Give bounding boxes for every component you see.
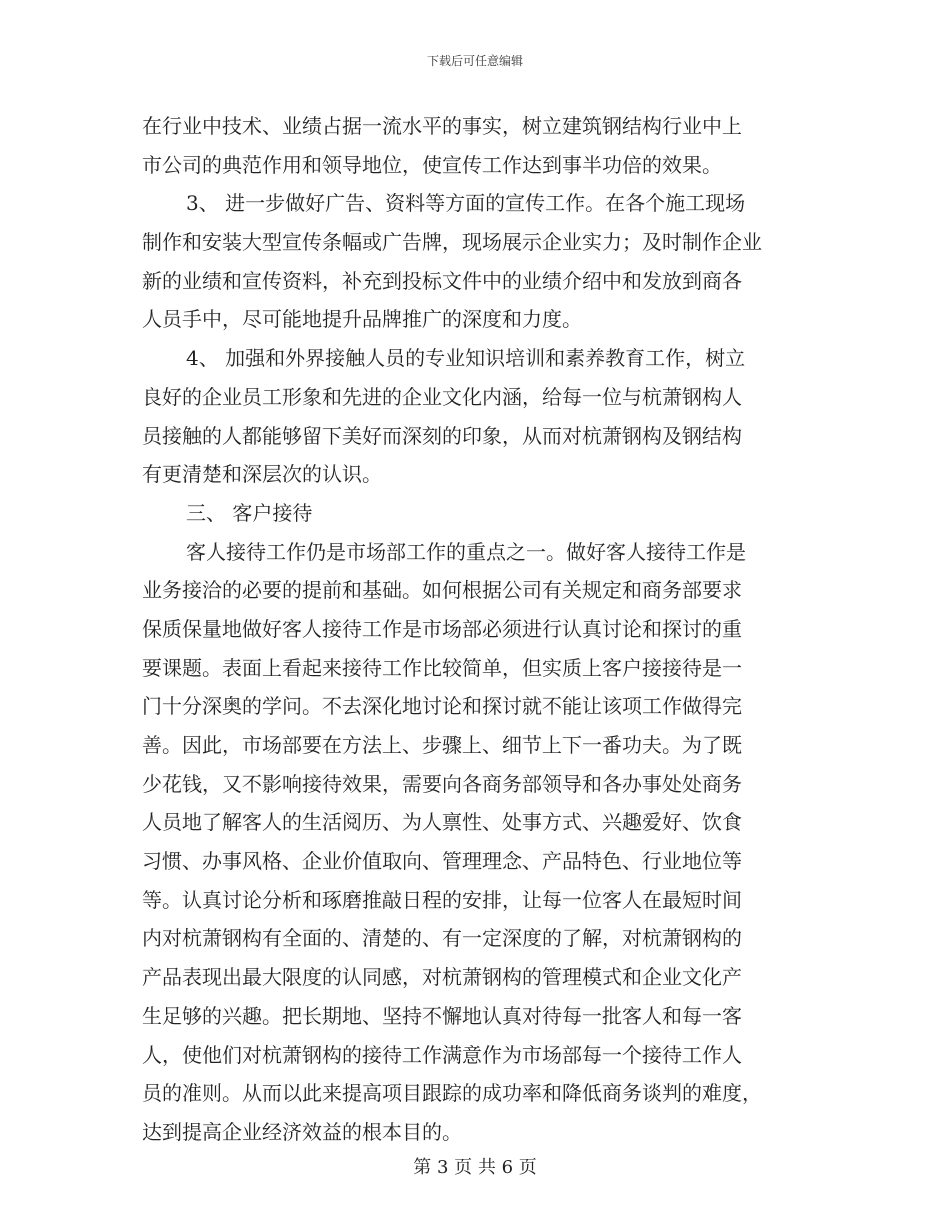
- text-line-1: 在行业中技术、业绩占据一流水平的事实，树立建筑钢结构行业中上: [142, 114, 742, 138]
- text-line-24: 生足够的兴趣。把长期地、坚持不懈地认真对待每一批客人和每一客: [142, 1003, 742, 1028]
- text-line-25: 人，使他们对杭萧钢构的接待工作满意作为市场部每一个接待工作人: [142, 1042, 742, 1067]
- paragraph-start: 客人接待工作仍是市场部工作的重点之一。做好客人接待工作是: [186, 539, 746, 564]
- text-line-22: 内对杭萧钢构有全面的、清楚的、有一定深度的了解，对杭萧钢构的: [142, 926, 742, 951]
- page-number: 第 3 页 共 6 页: [413, 1157, 537, 1178]
- text-line-6: 人员手中，尽可能地提升品牌推广的深度和力度。: [142, 307, 582, 332]
- text-line-23: 产品表现出最大限度的认同感，对杭萧钢构的管理模式和企业文化产: [142, 965, 742, 990]
- text-line-18: 少花钱，又不影响接待效果，需要向各商务部领导和各办事处处商务: [142, 771, 742, 796]
- text-line-9: 员接触的人都能够留下美好而深刻的印象，从而对杭萧钢构及钢结构: [142, 423, 742, 448]
- section-heading: 三、 客户接待: [186, 500, 313, 525]
- text-line-4: 制作和安装大型宣传条幅或广告牌，现场展示企业实力；及时制作企业: [142, 230, 762, 255]
- text-line-27: 达到提高企业经济效益的根本目的。: [142, 1119, 462, 1144]
- text-line-13: 业务接洽的必要的提前和基础。如何根据公司有关规定和商务部要求: [142, 578, 742, 603]
- text-line-21: 等。认真讨论分析和琢磨推敲日程的安排，让每一位客人在最短时间: [142, 887, 742, 912]
- text-line-17: 善。因此，市场部要在方法上、步骤上、细节上下一番功夫。为了既: [142, 733, 742, 757]
- page-header: 下载后可任意编辑: [426, 54, 523, 68]
- text-line-20: 习惯、办事风格、企业价值取向、管理理念、产品特色、行业地位等: [142, 849, 742, 874]
- document-body: [142, 107, 802, 1152]
- text-line-5: 新的业绩和宣传资料，补充到投标文件中的业绩介绍中和发放到商各: [142, 268, 742, 293]
- list-item-4: 4、 加强和外界接触人员的专业知识培训和素养教育工作，树立: [186, 346, 746, 371]
- text-line-15: 要课题。表面上看起来接待工作比较简单，但实质上客户接接待是一: [142, 655, 742, 680]
- list-item-3: 3、 进一步做好广告、资料等方面的宣传工作。在各个施工现场: [186, 191, 746, 216]
- text-line-19: 人员地了解客人的生活阅历、为人禀性、处事方式、兴趣爱好、饮食: [142, 810, 742, 835]
- text-line-2: 市公司的典范作用和领导地位，使宣传工作达到事半功倍的效果。: [142, 152, 722, 177]
- text-line-8: 良好的企业员工形象和先进的企业文化内涵，给每一位与杭萧钢构人: [142, 384, 742, 409]
- text-line-10: 有更清楚和深层次的认识。: [142, 462, 382, 487]
- text-line-26: 员的准则。从而以此来提高项目跟踪的成功率和降低商务谈判的难度，: [142, 1081, 762, 1106]
- text-line-16: 门十分深奥的学问。不去深化地讨论和探讨就不能让该项工作做得完: [142, 694, 742, 719]
- text-line-14: 保质保量地做好客人接待工作是市场部必须进行认真讨论和探讨的重: [142, 616, 742, 641]
